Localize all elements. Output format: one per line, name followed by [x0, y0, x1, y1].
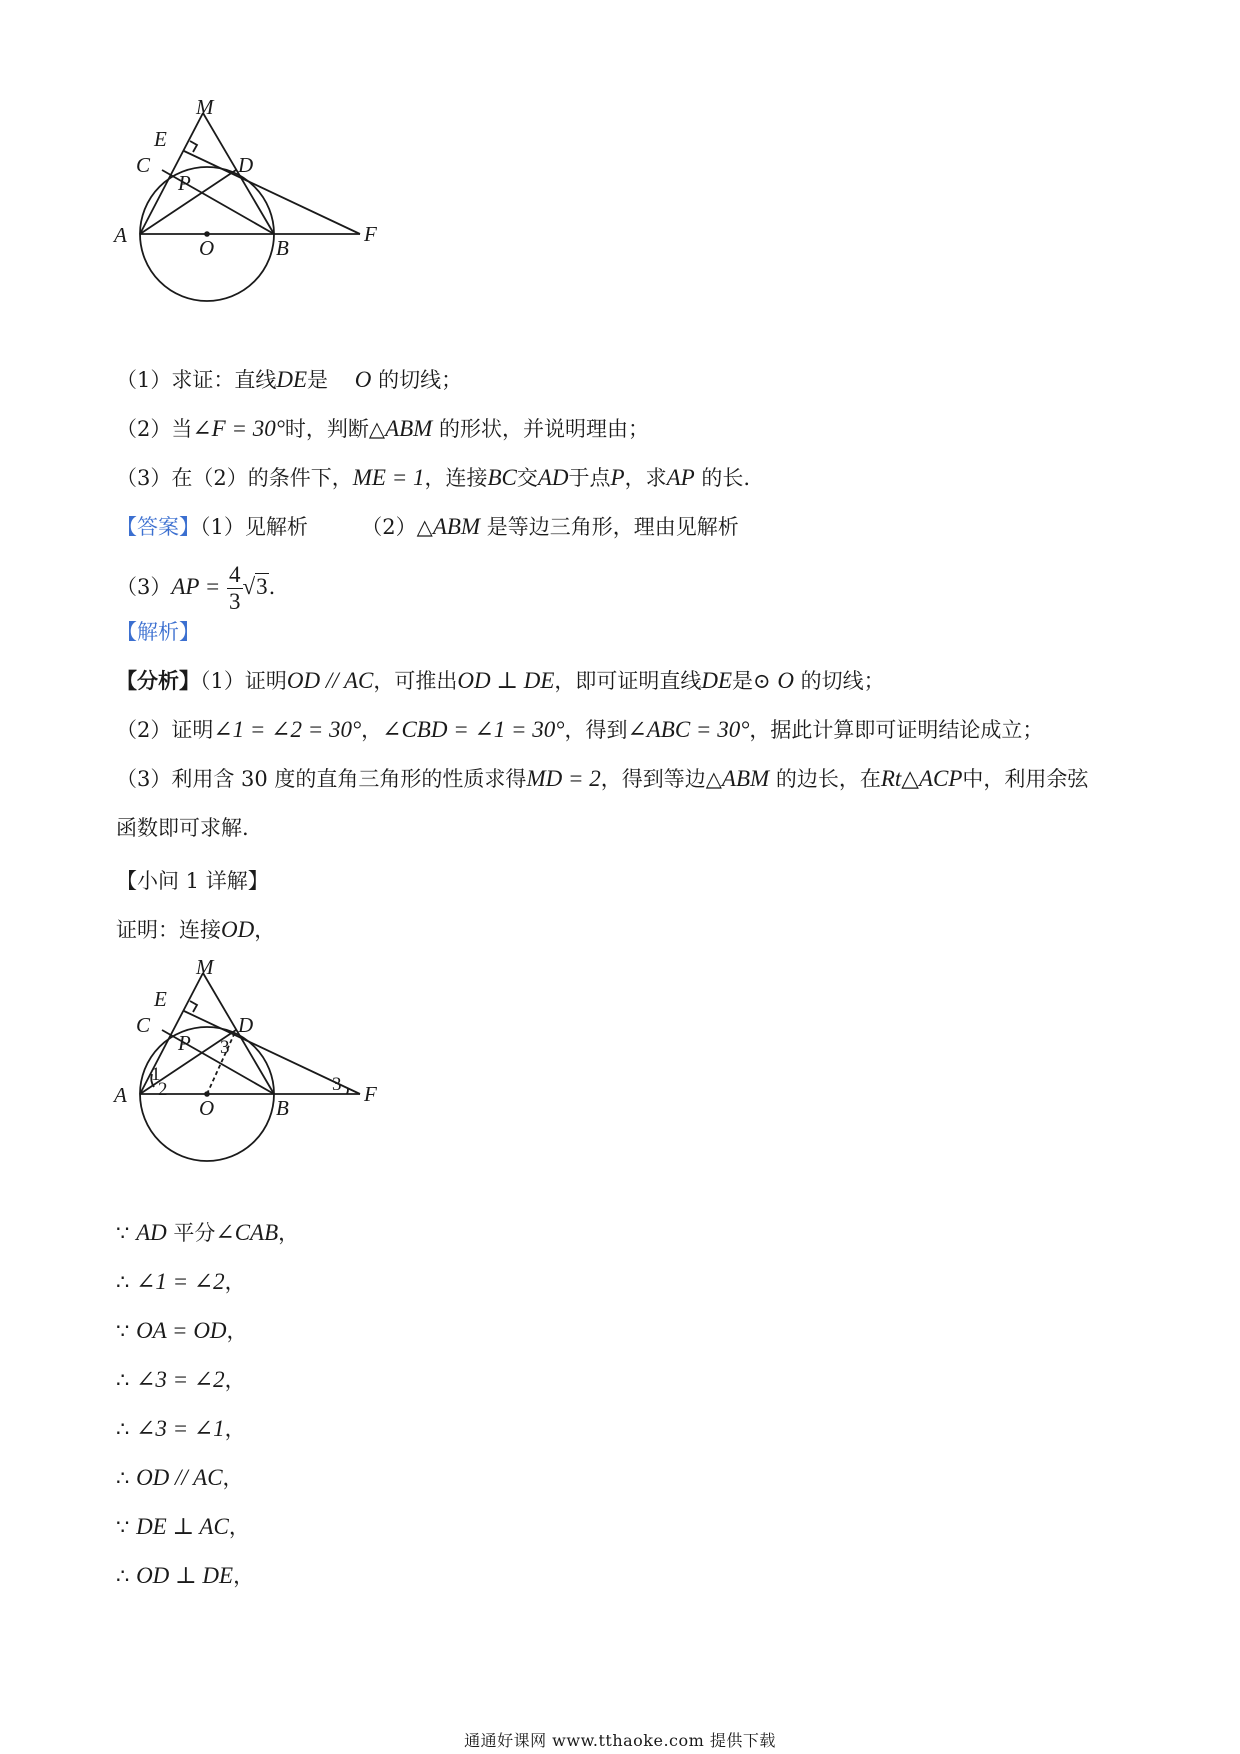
proof-intro: 证明：连接OD， [116, 917, 276, 942]
question-3: （3）在（2）的条件下，ME = 1，连接BC交AD于点P，求AP 的长. [116, 465, 751, 490]
proof-step: ∵ DE ⊥ AC， [116, 1514, 250, 1539]
answer-tag: 【答案】 [116, 515, 200, 539]
angle-mark-1: 1 [151, 1064, 161, 1085]
label-B: B [276, 236, 289, 260]
proof-step: ∴ OD ⊥ DE， [116, 1563, 255, 1588]
proof-step: ∵ AD 平分∠CAB， [116, 1220, 300, 1245]
analysis-3-cont: 函数即可求解. [116, 816, 249, 840]
sqrt-symbol: √3 [242, 574, 268, 599]
angle-mark-2: 2 [158, 1079, 168, 1100]
label-P: P [178, 1031, 191, 1055]
label-M: M [196, 100, 214, 119]
label-O: O [199, 1096, 215, 1120]
label-A: A [114, 1083, 127, 1107]
detail-tag: 【小问 1 详解】 [116, 869, 269, 893]
question-1: （1）求证：直线DE是 O 的切线； [116, 367, 463, 392]
label-B: B [276, 1096, 289, 1120]
label-E: E [154, 987, 167, 1011]
analysis-2: （2）证明∠1 = ∠2 = 30°，∠CBD = ∠1 = 30°，得到∠ABC = 30°，据此计算即可证明结论成立； [116, 717, 1044, 742]
label-E: E [154, 127, 167, 151]
answer-line: 【答案】（1）见解析 （2）△ABM 是等边三角形，理由见解析 [116, 514, 739, 539]
proof-step: ∴ ∠3 = ∠1， [116, 1416, 246, 1441]
figure-1 [110, 100, 390, 340]
analysis-3: （3）利用含 30 度的直角三角形的性质求得MD = 2，得到等边△ABM 的边长，在Rt△ACP中，利用余弦 [116, 766, 1089, 791]
analysis-1: 【分析】（1）证明OD // AC，可推出OD ⊥ DE，即可证明直线DE是⊙ O 的切线； [116, 668, 885, 693]
angle-mark-3-d: 3 [220, 1037, 230, 1058]
label-D: D [238, 1013, 254, 1037]
label-A: A [114, 223, 127, 247]
label-F: F [364, 222, 377, 246]
label-C: C [136, 1013, 151, 1037]
label-F: F [364, 1082, 377, 1106]
label-D: D [238, 153, 254, 177]
proof-step: ∵ OA = OD， [116, 1318, 248, 1343]
answer-fraction: $\frac{4}{3}$ [229, 562, 241, 614]
proof-step: ∴ ∠1 = ∠2， [116, 1269, 246, 1294]
answer-part3: （3）AP = $\frac{4}{3}$ √3. [116, 562, 276, 614]
proof-step: ∴ OD // AC， [116, 1465, 244, 1490]
page-footer: 通通好课网 www.tthaoke.com 提供下载 [464, 1731, 776, 1750]
proof-step: ∴ ∠3 = ∠2， [116, 1367, 246, 1392]
angle-mark-3-f: 3 [332, 1074, 342, 1095]
analysis-tag: 【解析】 [116, 620, 200, 644]
question-2: （2）当∠F = 30°时，判断△ABM 的形状，并说明理由； [116, 416, 650, 441]
label-P: P [178, 171, 191, 195]
label-C: C [136, 153, 151, 177]
label-M: M [196, 960, 214, 979]
figure-2 [110, 960, 390, 1200]
label-O: O [199, 236, 215, 260]
